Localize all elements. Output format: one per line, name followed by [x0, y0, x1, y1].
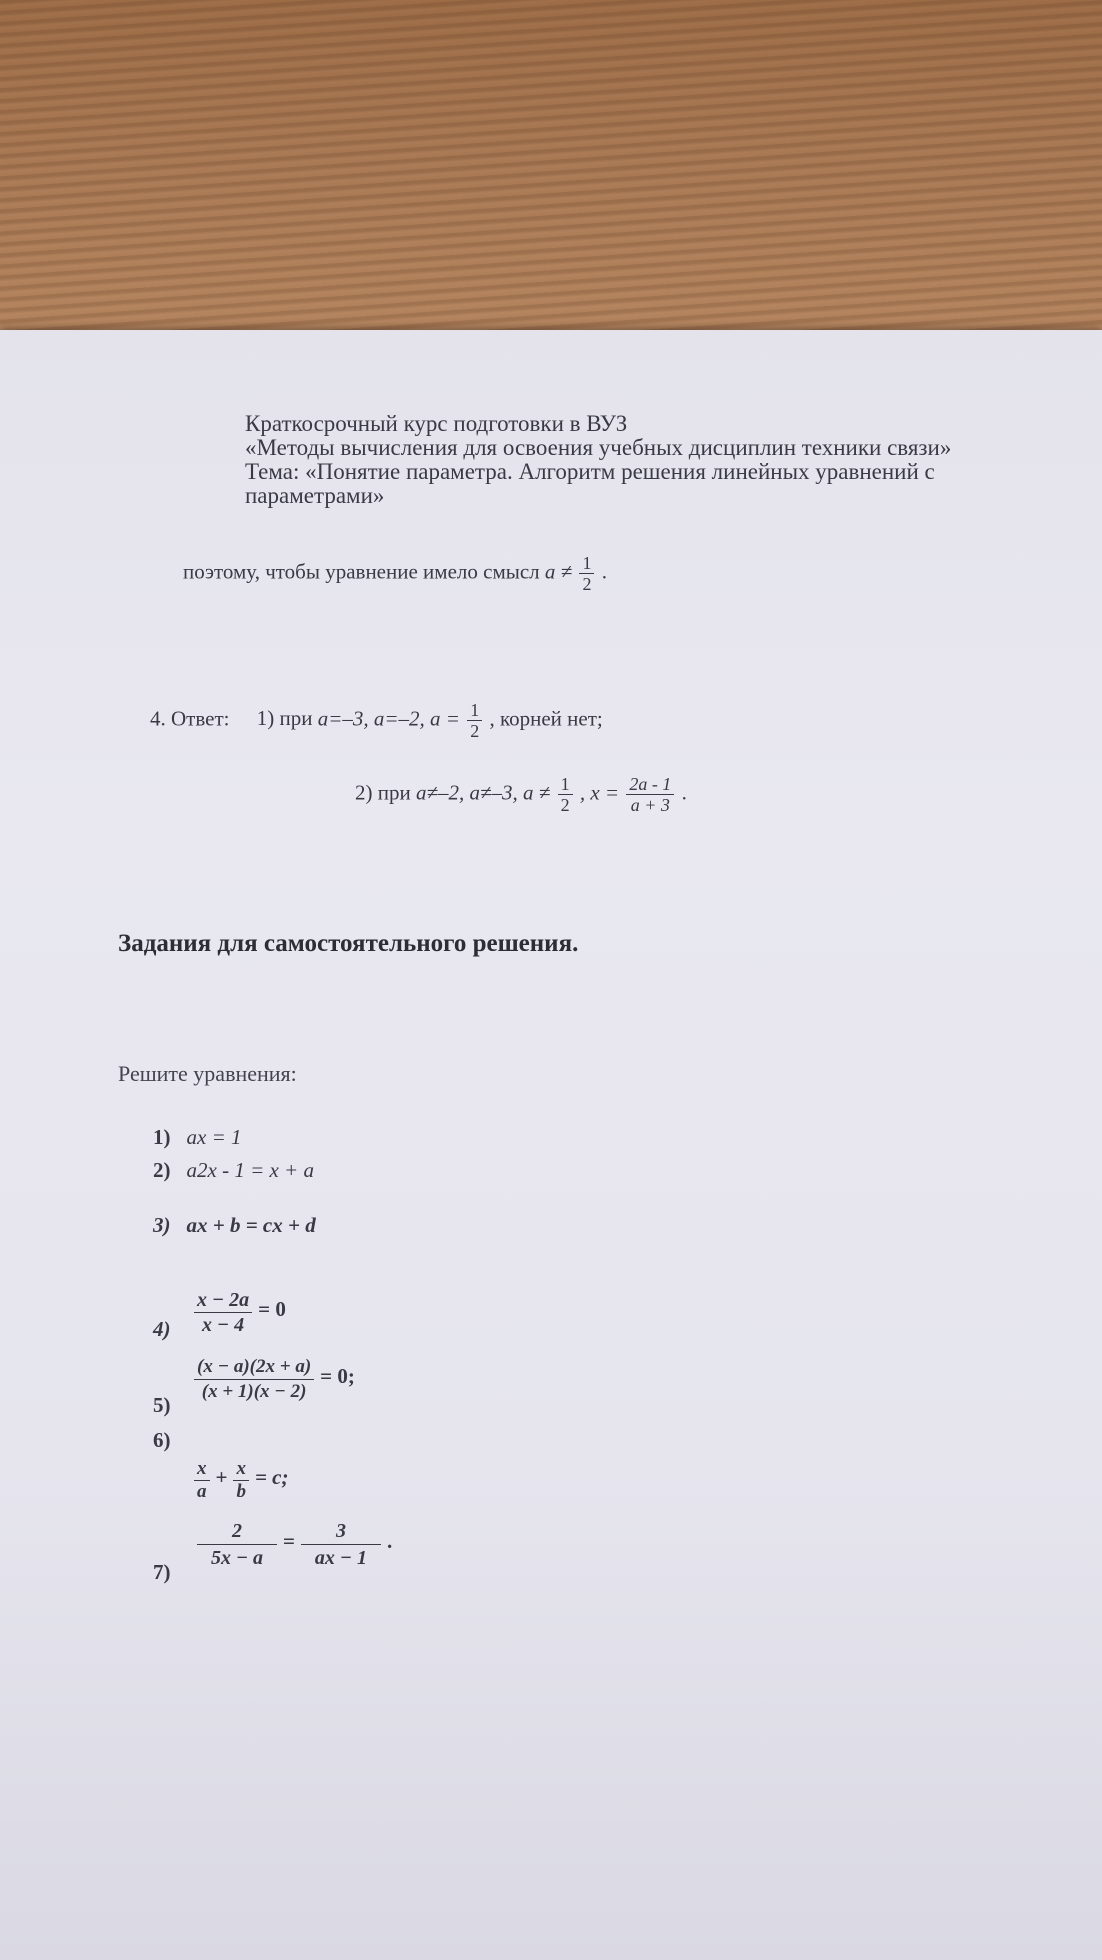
header-line-2: «Методы вычисления для освоения учебных дисциплин техники связи»	[245, 435, 952, 460]
header-line-4: параметрами»	[245, 483, 385, 508]
wooden-desk	[0, 0, 1102, 360]
task-6-equation	[192, 1458, 289, 1503]
task-5-rhs: = 0;	[320, 1364, 355, 1389]
task-7-fraction-left: $\frac{2}{5x - a}$	[197, 1518, 277, 1571]
section-title: Задания для самостоятельного решения.	[118, 930, 579, 957]
answer-case-1	[150, 700, 603, 741]
case1-suffix: , корней нет;	[489, 706, 603, 731]
condition-text: поэтому, чтобы уравнение имело смысл	[183, 559, 540, 584]
task-3	[153, 1213, 316, 1238]
task-7-fraction-right: $\frac{3}{ax - 1}$	[301, 1518, 381, 1571]
header-line-3: Тема: «Понятие параметра. Алгоритм решения линейных уравнений с	[245, 459, 935, 484]
task-6-plus: +	[215, 1465, 228, 1490]
task-5-fraction: $\frac{(x - a)(2x + a)}{(x + 1)(x - 2)}$	[194, 1355, 314, 1404]
task-2	[153, 1158, 314, 1183]
task-1-number: 1)	[153, 1125, 171, 1149]
task-2-equation: a2x - 1 = x + a	[186, 1158, 314, 1182]
answer-case-2	[355, 774, 687, 815]
task-1	[153, 1125, 242, 1150]
answer-label: 4. Ответ:	[150, 706, 230, 731]
case1-values: a=–3, a=–2, a =	[317, 706, 460, 731]
case1-fraction: $\frac{1}{2}$	[467, 700, 482, 741]
domain-condition	[183, 553, 607, 594]
case2-x: , x =	[579, 780, 620, 805]
condition-end: .	[601, 559, 607, 584]
task-7-equals: =	[283, 1529, 295, 1554]
task-3-number: 3)	[153, 1213, 171, 1237]
condition-fraction: $\frac{1}{2}$	[579, 553, 594, 594]
task-4-rhs: = 0	[258, 1297, 286, 1322]
worksheet-page	[0, 330, 1102, 1960]
task-7-number: 7)	[153, 1560, 171, 1584]
condition-var: a ≠	[544, 559, 573, 584]
case2-solution-fraction: $\frac{2a - 1}{a + 3}$	[626, 774, 674, 815]
task-5-equation	[192, 1355, 355, 1404]
task-7-end: .	[386, 1529, 393, 1554]
task-4-number: 4)	[153, 1317, 171, 1341]
header-line-1: Краткосрочный курс подготовки в ВУЗ	[245, 411, 628, 436]
case2-values: a≠–2, a≠–3, a ≠	[415, 780, 551, 805]
task-4-equation	[192, 1288, 286, 1337]
task-7-equation	[195, 1518, 392, 1571]
task-6-fraction-b: $\frac{x}{b}$	[233, 1458, 249, 1503]
task-2-number: 2)	[153, 1158, 171, 1182]
task-3-equation: ax + b = cx + d	[186, 1213, 316, 1237]
task-6-number: 6)	[153, 1428, 171, 1452]
case2-prefix: 2) при	[355, 780, 411, 805]
solve-label: Решите уравнения:	[118, 1061, 297, 1086]
task-6-fraction-a: $\frac{x}{a}$	[194, 1458, 210, 1503]
case2-end: .	[681, 780, 687, 805]
course-header	[245, 412, 951, 508]
task-6-rhs: = c;	[254, 1465, 289, 1490]
task-4-fraction: $\frac{x - 2a}{x - 4}$	[194, 1288, 252, 1337]
task-1-equation: ax = 1	[186, 1125, 242, 1149]
case1-prefix: 1) при	[256, 706, 313, 731]
task-5-number: 5)	[153, 1393, 171, 1417]
case2-fraction: $\frac{1}{2}$	[558, 774, 573, 815]
